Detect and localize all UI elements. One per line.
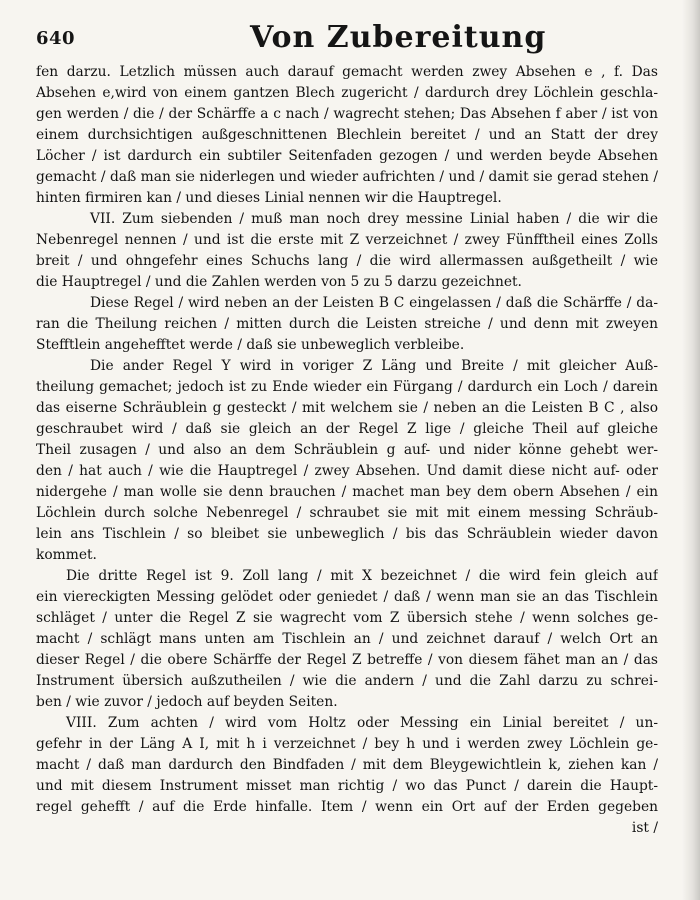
text-line: den / hat auch / wie die Hauptregel / zwey Absehen. Und damit diese nicht auf- oder: [36, 463, 658, 479]
text-line: das eiserne Schräublein g gesteckt / mit welchem sie / neben an die Leisten B C , also: [36, 400, 658, 416]
text-line: ein viereckigten Messing gelödet oder geniedet / daß / wenn man sie an das Tischlein: [36, 589, 658, 605]
text-line: Löchlein durch solche Nebenregel / schraubet sie mit mit einem messing Schräub-: [36, 505, 658, 521]
text-line: schläget / unter die Regel Z sie wagrecht vom Z übersich stehe / wenn solches ge-: [36, 610, 658, 626]
text-line: geschraubet wird / daß sie gleich an der Regel Z lige / gleiche Theil auf gleiche: [36, 421, 658, 437]
text-line: Stefftlein angehefftet werde / daß sie unbeweglich verbleibe.: [36, 337, 465, 353]
text-line: ran die Theilung reichen / mitten durch die Leisten streiche / und denn mit zweyen: [36, 316, 658, 332]
text-line: Die ander Regel Y wird in voriger Z Läng und Breite / mit gleicher Auß-: [90, 358, 658, 374]
text-line: fen darzu. Letzlich müssen auch darauf gemacht werden zwey Absehen e , f. Das: [36, 64, 658, 80]
text-line: nidergehe / man wolle sie denn brauchen / machet man bey dem obern Absehen / ein: [36, 484, 658, 500]
running-title: Von Zubereitung: [250, 20, 547, 55]
text-line: hinten firmiren kan / und dieses Linial nennen wir die Hauptregel.: [36, 190, 502, 206]
page-edge-shadow: [682, 0, 700, 900]
text-line: Instrument übersich außzutheilen / wie die andern / und die Zahl darzu zu schrei-: [36, 673, 658, 689]
text-line: Theil zusagen / und also an dem Schräublein g auf- und nider könne gehebt wer-: [36, 442, 658, 458]
text-line: kommet.: [36, 547, 97, 563]
text-line: und mit diesem Instrument misset man richtig / wo das Punct / darein die Haupt-: [36, 778, 658, 794]
text-line: ist /: [631, 820, 658, 836]
text-line: gen werden / die / der Schärffe a c nach / wagrecht stehen; Das Absehen f aber / ist von: [36, 106, 658, 122]
text-line: Die dritte Regel ist 9. Zoll lang / mit X bezeichnet / die wird fein gleich auf: [66, 568, 658, 584]
text-line: Nebenregel nennen / und ist die erste mit Z verzeichnet / zwey Fünfftheil eines Zolls: [36, 232, 658, 248]
text-line: regel gehefft / auf die Erde hinfalle. Item / wenn ein Ort auf der Erden gegeben: [36, 799, 658, 815]
text-line: macht / schlägt mans unten am Tischlein an / und zeichnet darauf / welch Ort an: [36, 631, 658, 647]
text-line: dieser Regel / die obere Schärffe der Regel Z betreffe / von diesem fähet man an / das: [36, 652, 658, 668]
body-text: [36, 62, 658, 839]
text-line: gemacht / daß man sie niderlegen und wieder aufrichten / und / damit sie gerad stehen /: [36, 169, 658, 185]
text-line: ben / wie zuvor / jedoch auf beyden Seiten.: [36, 694, 338, 710]
text-line: Löcher / ist dardurch ein subtiler Seitenfaden gezogen / und werden beyde Absehen: [36, 148, 658, 164]
text-line: breit / und ohngefehr eines Schuchs lang / die wird allermassen außgetheilt / wie: [36, 253, 658, 269]
text-line: einem durchsichtigen außgeschnittenen Blechlein bereitet / und an Statt der drey: [36, 127, 658, 143]
text-line: macht / daß man dardurch den Bindfaden / mit dem Bleygewichtlein k, ziehen kan /: [36, 757, 658, 773]
text-line: gefehr in der Läng A I, mit h i verzeichnet / bey h und i werden zwey Löchlein ge-: [36, 736, 658, 752]
text-line: VII. Zum siebenden / muß man noch drey messine Linial haben / die wir die: [90, 211, 658, 227]
text-line: Diese Regel / wird neben an der Leisten B C eingelassen / daß die Schärffe / da-: [90, 295, 658, 311]
page-number: 640: [36, 28, 76, 49]
text-line: VIII. Zum achten / wird vom Holtz oder Messing ein Linial bereitet / un-: [66, 715, 658, 731]
page-header: [30, 18, 670, 58]
text-line: lein ans Tischlein / so bleibet sie unbeweglich / bis das Schräublein wieder davon: [36, 526, 658, 542]
text-line: Absehen e,wird von einem gantzen Blech zugericht / dardurch drey Löchlein geschla-: [36, 85, 658, 101]
text-line: die Hauptregel / und die Zahlen werden von 5 zu 5 darzu gezeichnet.: [36, 274, 522, 290]
text-line: theilung gemachet; jedoch ist zu Ende wieder ein Fürgang / dardurch ein Loch / darein: [36, 379, 658, 395]
